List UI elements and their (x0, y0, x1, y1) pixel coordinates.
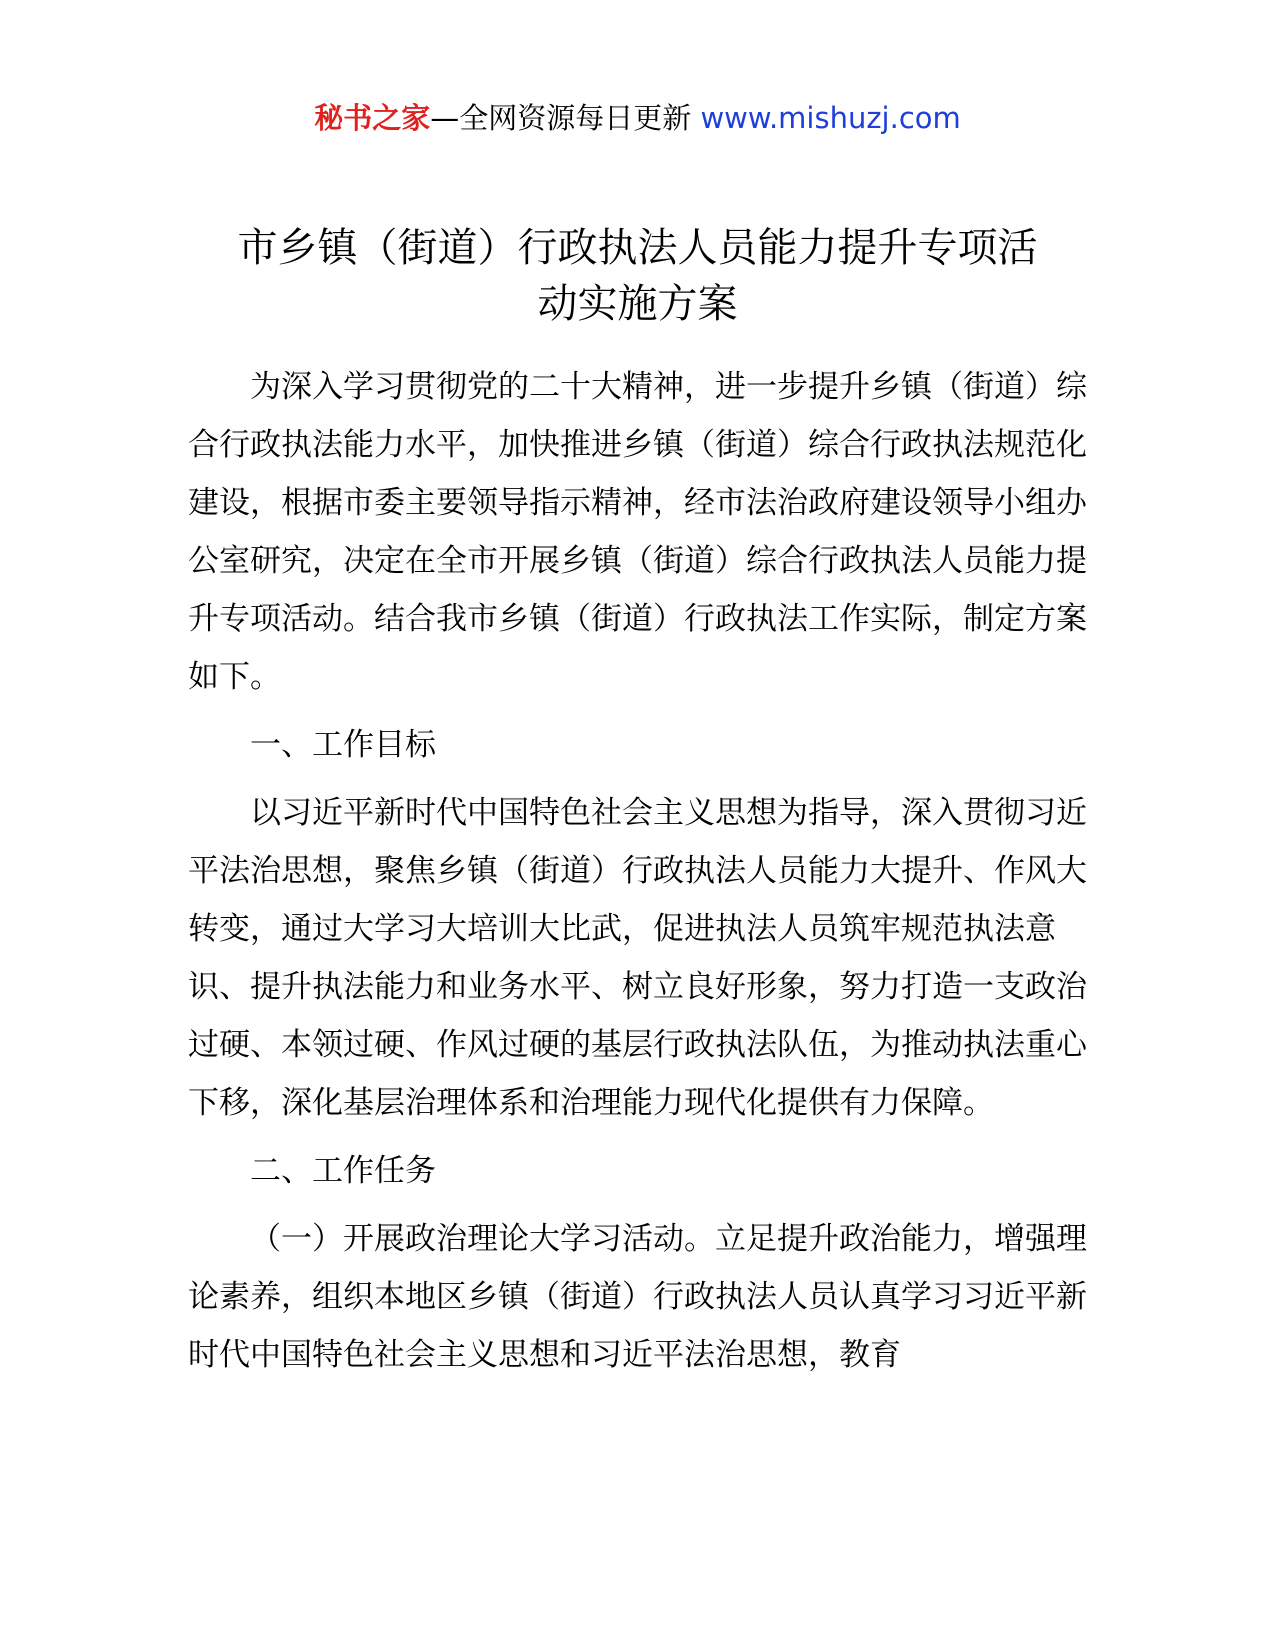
title-line-1: 市乡镇（街道）行政执法人员能力提升专项活 (237, 225, 1038, 271)
site-header (0, 98, 1275, 138)
title-line-2: 动实施方案 (537, 281, 738, 327)
intro-paragraph: 为深入学习贯彻党的二十大精神，进一步提升乡镇（街道）综合行政执法能力水平，加快推进乡镇（街道）综合行政执法规范化建设，根据市委主要领导指示精神，经市法治政府建设领导小组办公室研究，决定在全市开展乡镇（街道）综合行政执法人员能力提升专项活动。结合我市乡镇（街道）行政执法工作实际，制定方案如下。 (188, 369, 1087, 695)
task-paragraph-1: （一）开展政治理论大学习活动。立足提升政治能力，增强理论素养，组织本地区乡镇（街道）行政执法人员认真学习习近平新时代中国特色社会主义思想和习近平法治思想，教育 (188, 1221, 1087, 1373)
brand-name: 秘书之家 (314, 101, 431, 135)
goals-paragraph: 以习近平新时代中国特色社会主义思想为指导，深入贯彻习近平法治思想，聚焦乡镇（街道）行政执法人员能力大提升、作风大转变，通过大学习大培训大比武，促进执法人员筑牢规范执法意识、提升执法能力和业务水平、树立良好形象，努力打造一支政治过硬、本领过硬、作风过硬的基层行政执法队伍，为推动执法重心下移，深化基层治理体系和治理能力现代化提供有力保障。 (188, 795, 1087, 1121)
document-title (150, 220, 1125, 332)
section-heading-goals: 一、工作目标 (250, 727, 436, 763)
website-link[interactable]: www.mishuzj.com (700, 101, 961, 135)
document-body (188, 358, 1088, 1384)
section-heading-tasks: 二、工作任务 (250, 1153, 436, 1189)
header-tagline: —全网资源每日更新 (430, 101, 701, 135)
